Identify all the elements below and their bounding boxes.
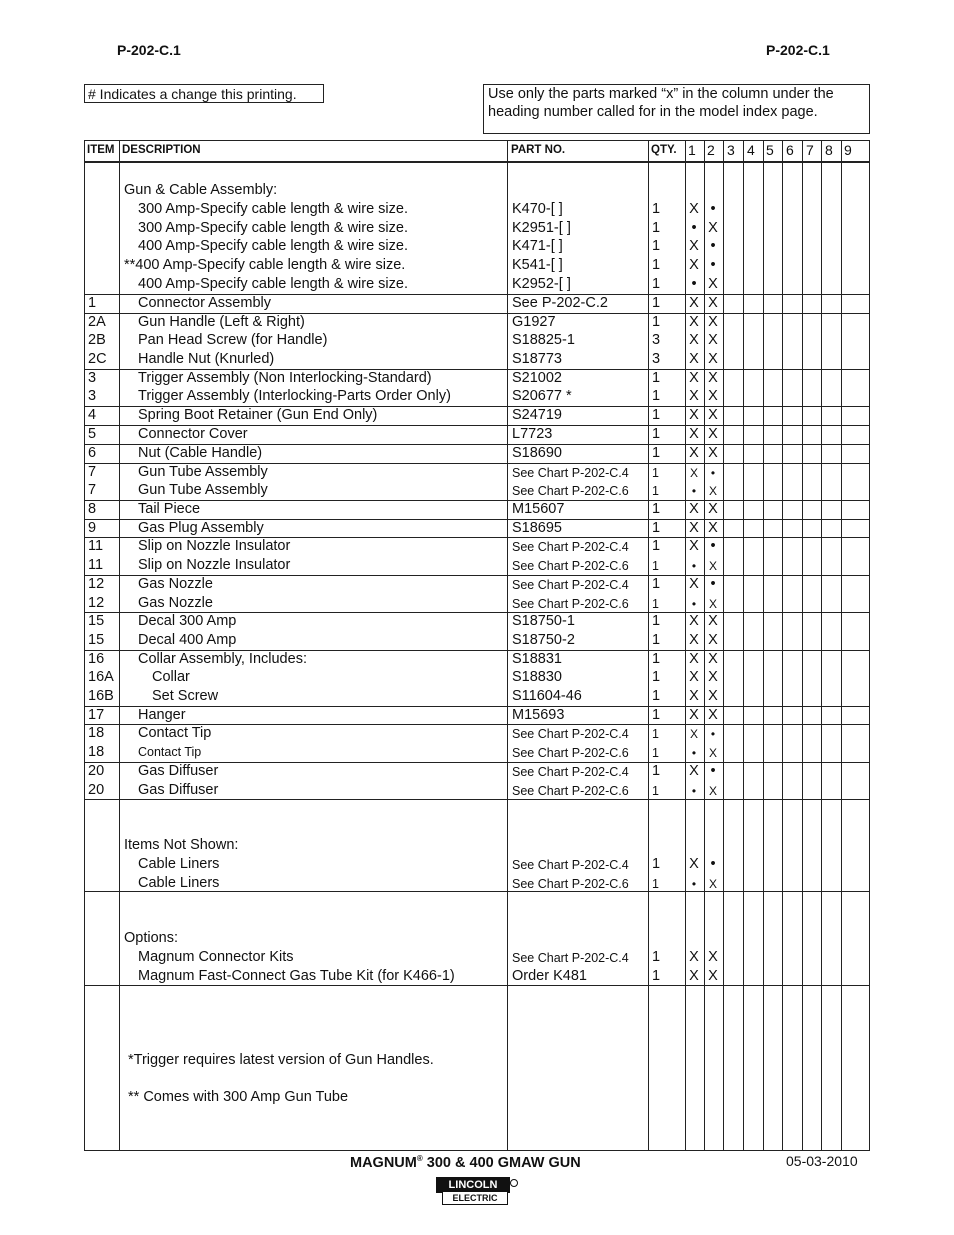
item-number: 7 [88,464,97,480]
model-col-1-mark: X [689,295,699,311]
item-description: Cable Liners [138,875,220,891]
usage-note [483,84,870,134]
logo-registered-icon [510,1179,518,1187]
part-number: S20677 * [512,388,572,404]
model-col-1-mark: X [689,707,699,723]
quantity: 1 [652,669,661,685]
quantity: 1 [652,370,661,386]
item-number: 2C [88,351,107,367]
part-number: See Chart P-202-C.4 [512,858,629,872]
model-col-1-mark: X [689,576,699,592]
quantity: 1 [652,597,659,611]
part-number: S11604-46 [512,688,582,704]
part-number: S24719 [512,407,562,423]
part-number: See Chart P-202-C.4 [512,540,629,554]
model-col-2-mark: X [708,559,717,573]
item-description: Connector Assembly [138,295,271,311]
model-col-2-mark: • [710,727,716,741]
item-description: Magnum Connector Kits [138,949,294,965]
quantity: 1 [652,688,661,704]
model-col-1-mark: • [691,784,697,798]
model-col-2-mark: X [708,370,718,386]
model-col-2-mark: X [708,276,718,292]
document-title-rest: 300 & 400 GMAW GUN [422,1154,581,1171]
item-description: Magnum Fast-Connect Gas Tube Kit (for K466-1) [138,968,455,984]
part-number: Order K481 [512,968,587,984]
item-number: 16 [88,651,105,667]
item-number: 16A [88,669,114,685]
part-number: G1927 [512,314,556,330]
item-description: Slip on Nozzle Insulator [138,557,291,573]
item-number: 3 [88,370,97,386]
item-number: 12 [88,576,105,592]
quantity: 1 [652,314,661,330]
item-description: 300 Amp-Specify cable length & wire size. [138,220,408,236]
model-col-1-mark: X [689,520,699,536]
quantity: 1 [652,484,659,498]
quantity: 1 [652,576,661,592]
model-col-1-mark: X [689,426,699,442]
item-description: Contact Tip [138,725,212,741]
header-col-5: 5 [766,142,774,158]
model-col-1-mark: X [689,949,699,965]
part-number: K541-[ ] [512,257,563,273]
item-description: Collar [152,669,190,685]
usage-note-line1: Use only the parts marked “x” in the column under the [488,86,834,102]
item-description: Gun Tube Assembly [138,464,268,480]
part-number: M15693 [512,707,565,723]
model-col-2-mark: X [708,295,718,311]
item-number: 20 [88,782,105,798]
model-col-1-mark: X [689,314,699,330]
quantity: 1 [652,466,659,480]
part-number: S18750-2 [512,632,575,648]
item-description: Gas Plug Assembly [138,520,264,536]
item-description: Tail Piece [138,501,201,517]
header-col-7: 7 [806,142,814,158]
footnote-trigger: *Trigger requires latest version of Gun Handles. [128,1052,434,1068]
header-col-4: 4 [747,142,755,158]
quantity: 1 [652,727,659,741]
model-col-2-mark: • [710,576,716,592]
model-col-2-mark: X [708,613,718,629]
item-number: 3 [88,388,97,404]
part-number: See Chart P-202-C.4 [512,951,629,965]
model-col-2-mark: X [708,220,718,236]
quantity: 1 [652,201,661,217]
item-number: 15 [88,613,105,629]
model-col-2-mark: X [708,746,717,760]
model-col-1-mark: X [689,332,699,348]
item-number: 11 [88,557,104,573]
item-description: Contact Tip [138,745,202,759]
model-col-1-mark: • [691,484,697,498]
item-description: Connector Cover [138,426,248,442]
item-description: Decal 300 Amp [138,613,237,629]
item-number: 18 [88,744,105,760]
item-description: Hanger [138,707,186,723]
quantity: 1 [652,388,661,404]
model-col-2-mark: X [708,949,718,965]
item-description: Trigger Assembly (Non Interlocking-Standard) [138,370,432,386]
model-col-2-mark: X [708,407,718,423]
model-col-1-mark: X [689,688,699,704]
quantity: 1 [652,856,661,872]
model-col-1-mark: X [689,613,699,629]
model-col-1-mark: X [689,968,699,984]
item-description: Pan Head Screw (for Handle) [138,332,328,348]
item-description: Spring Boot Retainer (Gun End Only) [138,407,378,423]
quantity: 1 [652,632,661,648]
item-description: Gas Nozzle [138,595,213,611]
item-number: 2B [88,332,106,348]
model-col-2-mark: X [708,501,718,517]
model-col-2-mark: • [710,238,716,254]
item-number: 17 [88,707,105,723]
quantity: 1 [652,295,661,311]
model-col-1-mark: X [689,257,699,273]
model-col-2-mark: X [708,707,718,723]
item-number: 6 [88,445,97,461]
item-description: Items Not Shown: [124,837,239,853]
part-number: S18690 [512,445,562,461]
logo-top-text: LINCOLN [436,1177,510,1193]
lincoln-electric-logo [436,1177,516,1205]
part-number: See Chart P-202-C.6 [512,484,629,498]
part-number: See Chart P-202-C.4 [512,727,629,741]
model-col-2-mark: X [708,351,718,367]
model-col-2-mark: X [708,651,718,667]
model-col-1-mark: • [691,877,697,891]
document-title [350,1154,581,1171]
model-col-2-mark: X [708,632,718,648]
part-number: S18830 [512,669,562,685]
page-code-right: P-202-C.1 [766,42,830,58]
quantity: 1 [652,746,659,760]
document-date: 05-03-2010 [786,1153,858,1169]
quantity: 1 [652,220,661,236]
model-col-2-mark: X [708,669,718,685]
quantity: 3 [652,351,661,367]
registered-mark: ® [416,1154,423,1163]
model-col-2-mark: X [708,784,717,798]
item-description: Gun Tube Assembly [138,482,268,498]
item-description: 400 Amp-Specify cable length & wire size. [138,276,408,292]
item-description: Cable Liners [138,856,220,872]
quantity: 1 [652,707,661,723]
item-description: Handle Nut (Knurled) [138,351,275,367]
model-col-1-mark: X [689,538,699,554]
model-col-2-mark: • [710,257,716,273]
model-col-1-mark: X [689,651,699,667]
item-description: Collar Assembly, Includes: [138,651,307,667]
item-description: Gun & Cable Assembly: [124,182,278,198]
item-description: Gas Diffuser [138,782,219,798]
model-col-1-mark: X [689,669,699,685]
part-number: See Chart P-202-C.6 [512,746,629,760]
model-col-1-mark: X [689,501,699,517]
model-col-2-mark: • [710,763,716,779]
page-code-left: P-202-C.1 [117,42,181,58]
usage-note-line2: heading number called for in the model index page. [488,104,818,120]
footnote-gun-tube: ** Comes with 300 Amp Gun Tube [128,1089,349,1105]
table-header [85,141,869,163]
item-number: 7 [88,482,97,498]
part-number: K2951-[ ] [512,220,571,236]
model-col-1-mark: X [689,763,699,779]
part-number: S18695 [512,520,562,536]
model-col-2-mark: X [708,388,718,404]
part-number: L7723 [512,426,553,442]
model-col-1-mark: • [691,597,697,611]
quantity: 1 [652,949,661,965]
header-col-3: 3 [727,142,735,158]
model-col-2-mark: • [710,201,716,217]
model-col-2-mark: X [708,445,718,461]
quantity: 1 [652,501,661,517]
model-col-2-mark: X [708,426,718,442]
item-number: 9 [88,520,97,536]
part-number: See Chart P-202-C.4 [512,765,629,779]
quantity: 1 [652,257,661,273]
part-number: K471-[ ] [512,238,563,254]
model-col-1-mark: X [689,445,699,461]
header-col-8: 8 [825,142,833,158]
header-part-no: PART NO. [511,144,566,156]
part-number: See P-202-C.2 [512,295,608,311]
part-number: M15607 [512,501,565,517]
part-number: S21002 [512,370,562,386]
model-col-1-mark: • [691,746,697,760]
part-number: K470-[ ] [512,201,563,217]
model-col-1-mark: X [689,370,699,386]
model-col-1-mark: • [691,220,697,236]
item-number: 2A [88,314,106,330]
item-description: 400 Amp-Specify cable length & wire size. [138,238,408,254]
quantity: 1 [652,276,661,292]
change-note: # Indicates a change this printing. [84,84,324,103]
model-col-1-mark: • [691,276,697,292]
quantity: 3 [652,332,661,348]
quantity: 1 [652,559,659,573]
item-number: 4 [88,407,97,423]
part-number: S18825-1 [512,332,575,348]
quantity: 1 [652,784,659,798]
item-number: 20 [88,763,105,779]
item-description: Slip on Nozzle Insulator [138,538,291,554]
model-col-2-mark: • [710,538,716,554]
model-col-1-mark: X [689,407,699,423]
part-number: See Chart P-202-C.6 [512,877,629,891]
model-col-1-mark: • [691,559,697,573]
item-number: 15 [88,632,105,648]
parts-table [84,140,870,1151]
item-description: Nut (Cable Handle) [138,445,263,461]
part-number: See Chart P-202-C.6 [512,559,629,573]
quantity: 1 [652,651,661,667]
header-col-2: 2 [707,142,715,158]
part-number: See Chart P-202-C.4 [512,578,629,592]
header-qty: QTY. [651,144,677,156]
header-col-1: 1 [688,142,696,158]
part-number: S18831 [512,651,562,667]
model-col-1-mark: X [689,856,699,872]
header-col-9: 9 [844,142,852,158]
item-number: 18 [88,725,105,741]
item-number: 5 [88,426,97,442]
quantity: 1 [652,538,661,554]
model-col-2-mark: X [708,968,718,984]
model-col-1-mark: X [689,351,699,367]
quantity: 1 [652,445,661,461]
item-number: 11 [88,538,104,554]
item-description: Gas Nozzle [138,576,213,592]
quantity: 1 [652,520,661,536]
logo-bottom-text: ELECTRIC [442,1191,508,1205]
model-col-2-mark: X [708,332,718,348]
header-item: ITEM [87,144,115,156]
model-col-1-mark: X [689,466,698,480]
item-description: Gas Diffuser [138,763,219,779]
quantity: 1 [652,968,661,984]
model-col-1-mark: X [689,388,699,404]
item-number: 16B [88,688,114,704]
model-col-2-mark: X [708,597,717,611]
part-number: S18750-1 [512,613,575,629]
quantity: 1 [652,613,661,629]
model-col-2-mark: X [708,520,718,536]
item-number: 8 [88,501,97,517]
item-description: Decal 400 Amp [138,632,237,648]
part-number: See Chart P-202-C.6 [512,597,629,611]
model-col-1-mark: X [689,238,699,254]
item-description: **400 Amp-Specify cable length & wire size. [124,257,406,273]
part-number: See Chart P-202-C.4 [512,466,629,480]
model-col-1-mark: X [689,727,698,741]
model-col-2-mark: X [708,484,717,498]
model-col-2-mark: X [708,314,718,330]
model-col-2-mark: • [710,856,716,872]
item-description: Gun Handle (Left & Right) [138,314,305,330]
model-col-1-mark: X [689,201,699,217]
model-col-2-mark: X [708,688,718,704]
quantity: 1 [652,238,661,254]
item-description: Set Screw [152,688,219,704]
part-number: S18773 [512,351,562,367]
header-description: DESCRIPTION [122,144,201,156]
document-title-brand: MAGNUM [350,1154,417,1171]
item-number: 1 [88,295,97,311]
quantity: 1 [652,407,661,423]
item-description: Trigger Assembly (Interlocking-Parts Order Only) [138,388,451,404]
part-number: See Chart P-202-C.6 [512,784,629,798]
item-number: 12 [88,595,105,611]
quantity: 1 [652,877,659,891]
model-col-1-mark: X [689,632,699,648]
quantity: 1 [652,763,661,779]
part-number: K2952-[ ] [512,276,571,292]
item-description: 300 Amp-Specify cable length & wire size. [138,201,408,217]
quantity: 1 [652,426,661,442]
item-description: Options: [124,930,178,946]
model-col-2-mark: • [710,466,716,480]
model-col-2-mark: X [708,877,717,891]
header-col-6: 6 [786,142,794,158]
